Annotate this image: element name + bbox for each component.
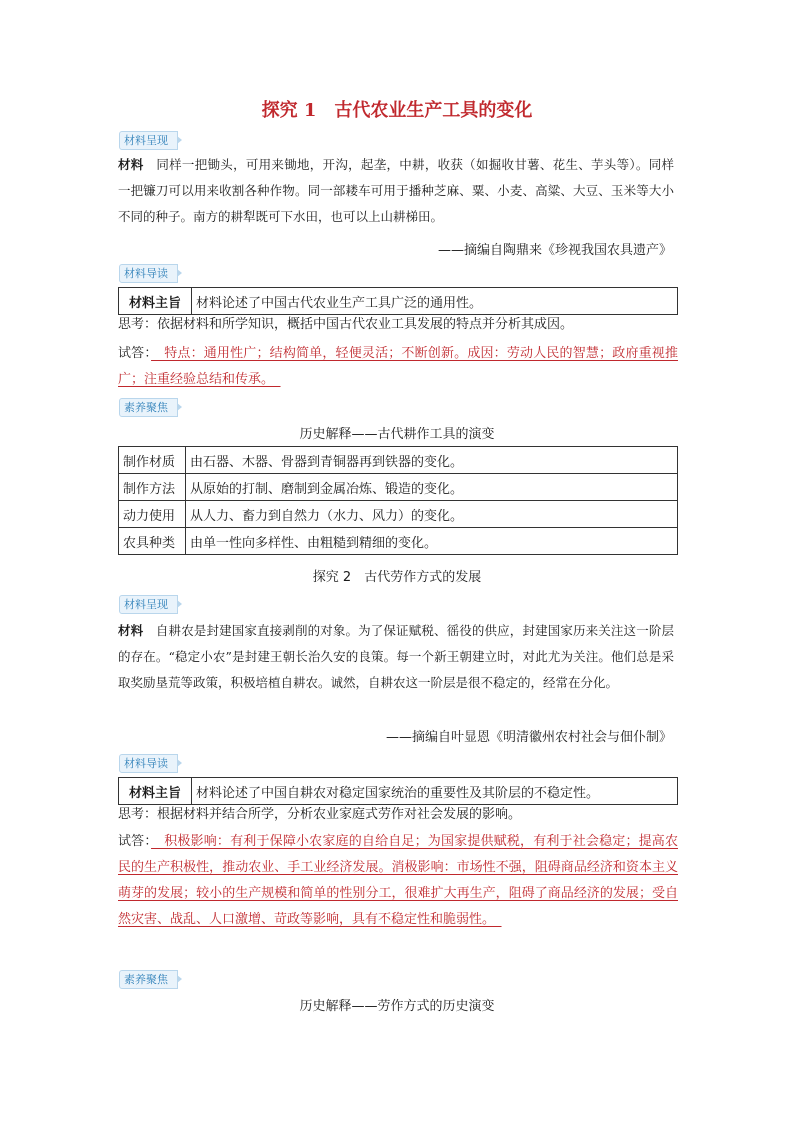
- table-row: [119, 528, 678, 555]
- material-label: 材料: [118, 157, 144, 172]
- literacy-focus-tag: 素养聚焦: [119, 398, 178, 417]
- answer-text-2: 积极影响：有利于保障小农家庭的自给自足；为国家提供赋税，有利于社会稳定；提高农民的生产积极性，推动农业、手工业经济发展。消极影响：市场性不强，阻碍商品经济和资本主义萌芽的发展；较小的生产规模和简单的性别分工，很难扩大再生产，阻碍了商品经济的发展；受自然灾害、战乱、人口激增、苛政等影响，具有不稳定性和脆弱性。: [118, 834, 678, 927]
- section2-gist-box: [118, 777, 678, 805]
- literacy-focus-tag-2: 素养聚焦: [119, 970, 178, 989]
- row-value: 从原始的打制、磨制到金属冶炼、锻造的变化。: [186, 474, 678, 501]
- answer-text: 特点：通用性广；结构简单，轻便灵活；不断创新。成因：劳动人民的智慧；政府重视推广；注重经验总结和传承。: [118, 346, 678, 387]
- material-text-2: 自耕农是封建国家直接剥削的对象。为了保证赋税、徭役的供应，封建国家历来关注这一阶层的存在。“稳定小农”是封建王朝长治久安的良策。每一个新王朝建立时，对此尤为关注。他们总是采取奖励垦荒等政策，积极培植自耕农。诚然，自耕农这一阶层是很不稳定的，经常在分化。: [118, 623, 674, 690]
- gist-text-2: 材料论述了中国自耕农对稳定国家统治的重要性及其阶层的不稳定性。: [196, 785, 600, 801]
- row-key: 制作方法: [119, 474, 186, 501]
- table-row: [119, 501, 678, 528]
- tool-evolution-table: [118, 446, 678, 555]
- gist-label: 材料主旨: [119, 288, 192, 314]
- section2-answer: [118, 829, 678, 933]
- section2-question: 思考：根据材料并结合所学，分析农业家庭式劳作对社会发展的影响。: [118, 807, 522, 822]
- row-value: 由单一性向多样性、由粗糙到精细的变化。: [186, 528, 678, 555]
- section1-question: 思考：依据材料和所学知识，概括中国古代农业工具发展的特点并分析其成因。: [118, 317, 574, 332]
- material-present-tag: 材料呈现: [119, 131, 178, 150]
- section1-gist-box: [118, 287, 678, 315]
- section1-material: [118, 152, 674, 230]
- row-value: 由石器、木器、骨器到青铜器再到铁器的变化。: [186, 447, 678, 474]
- section2-title: 探究 2 古代劳作方式的发展: [312, 570, 482, 585]
- section2-source: ——摘编自叶显恩《明清徽州农村社会与佃仆制》: [385, 730, 672, 745]
- gist-text: 材料论述了中国古代农业生产工具广泛的通用性。: [196, 295, 483, 311]
- answer-label: 试答：: [118, 346, 152, 361]
- answer-label-2: 试答：: [118, 834, 152, 849]
- gist-label-2: 材料主旨: [119, 778, 192, 804]
- section1-answer: [118, 341, 678, 393]
- material-present-tag-2: 材料呈现: [119, 595, 178, 614]
- material-label-2: 材料: [118, 623, 144, 638]
- material-text: 同样一把锄头，可用来锄地，开沟，起垄，中耕，收获（如掘收甘薯、花生、芋头等）。同样一把镰刀可以用来收割各种作物。同一部耧车可用于播种芝麻、粟、小麦、高粱、大豆、玉米等大小不同的种子。南方的耕犁既可下水田，也可以上山耕梯田。: [118, 157, 674, 224]
- table-row: [119, 474, 678, 501]
- section2-table-title: 历史解释——劳作方式的历史演变: [299, 999, 495, 1014]
- material-guide-tag-2: 材料导读: [119, 754, 178, 773]
- row-key: 动力使用: [119, 501, 186, 528]
- row-value: 从人力、畜力到自然力（水力、风力）的变化。: [186, 501, 678, 528]
- section1-title: 探究 1 古代农业生产工具的变化: [261, 100, 533, 121]
- section1-table-title: 历史解释——古代耕作工具的演变: [299, 427, 495, 442]
- row-key: 农具种类: [119, 528, 186, 555]
- section2-material: [118, 618, 674, 696]
- material-guide-tag: 材料导读: [119, 264, 178, 283]
- table-row: [119, 447, 678, 474]
- section1-source: ——摘编自陶鼎来《珍视我国农具遗产》: [437, 243, 672, 258]
- row-key: 制作材质: [119, 447, 186, 474]
